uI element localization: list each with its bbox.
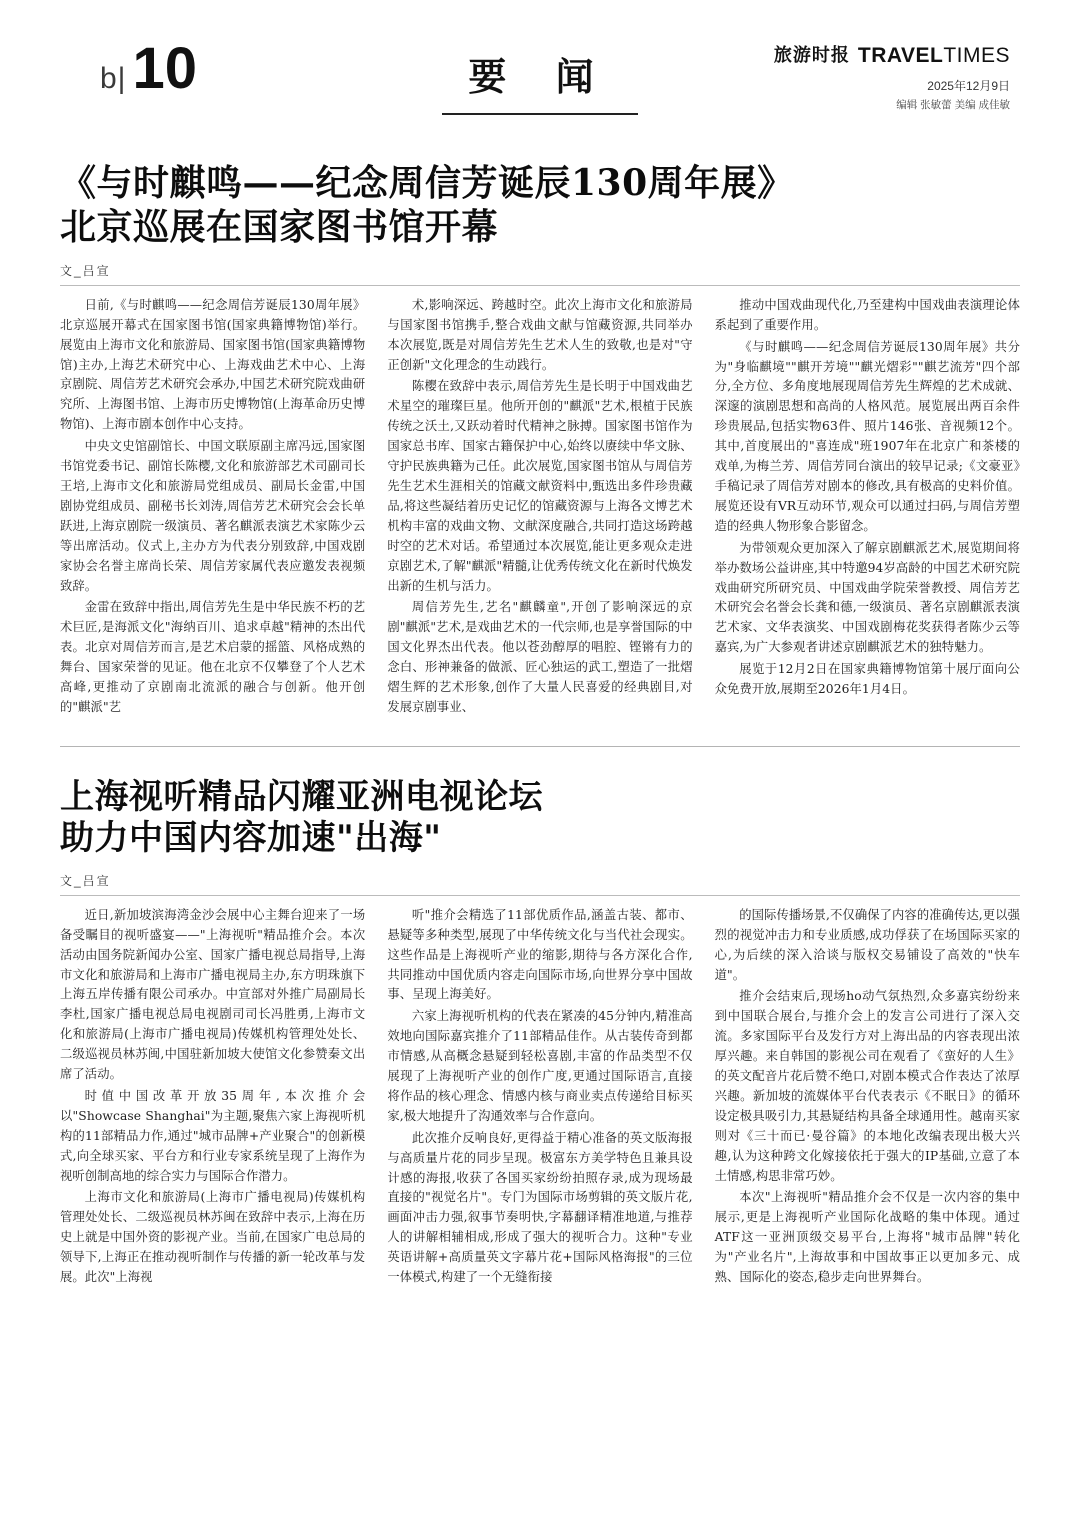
article-2-byline: 文_吕宣 — [60, 873, 111, 888]
article-1-byline: 文_吕宣 — [60, 263, 111, 278]
article-1-headline — [60, 162, 1020, 250]
brand-en-bold: TRAVEL — [857, 44, 944, 67]
editor-credits: 编辑 张敏蕾 美编 成佳敏 — [896, 98, 1010, 111]
paragraph: 为带领观众更加深入了解京剧麒派艺术,展览期间将举办数场公益讲座,其中特邀94岁高龄的中国艺术研究院戏曲研究所研究员、中国戏曲学院荣誉教授、周信芳艺术研究会名誉会长龚和德,一级演员、著名京剧麒派表演艺术家、文华表演奖、中国戏剧梅花奖获得者陈少云等嘉宾,为广大参观者讲述京剧麒派艺术的独特魅力。 — [714, 540, 1020, 655]
brand-name-en — [858, 40, 1010, 72]
section-title: 要 闻 — [468, 54, 612, 99]
article-1-byline-rule — [60, 285, 1020, 286]
article-1-headline-line1: 《与时麒鸣——纪念周信芳诞辰130周年展》 — [60, 162, 794, 204]
article-1-column-2 — [387, 296, 692, 720]
article-2-byline-rule — [60, 895, 1020, 896]
page-folio — [60, 36, 197, 101]
article-1 — [60, 162, 1020, 720]
article-2-column-2 — [387, 906, 692, 1290]
brand-name-cn: 旅游时报 — [773, 45, 850, 67]
article-2-column-1 — [60, 906, 365, 1290]
paragraph: 上海市文化和旅游局(上海市广播电视局)传媒机构管理处处长、二级巡视员林苏闽在致辞中表示,上海在历史上就是中国外资的影视产业。当前,在国家广电总局的领导下,上海正在推动视听制作与传播的新一轮改革与发展。此次"上海视 — [60, 1190, 366, 1285]
issue-date: 2025年12月9日 — [927, 78, 1010, 93]
article-2-headline-line2: 助力中国内容加速"出海" — [60, 818, 442, 859]
paragraph: 的国际传播场景,不仅确保了内容的准确传达,更以强烈的视觉冲击力和专业质感,成功俘获了在场国际买家的心,为后续的深入洽谈与版权交易铺设了高效的"快车道"。 — [714, 907, 1020, 982]
article-2-headline-line1: 上海视听精品闪耀亚洲电视论坛 — [60, 776, 543, 817]
article-1-headline-line2: 北京巡展在国家图书馆开幕 — [60, 205, 499, 248]
paragraph: 中央文史馆副馆长、中国文联原副主席冯远,国家图书馆党委书记、副馆长陈樱,文化和旅游部艺术司副司长王培,上海市文化和旅游局党组成员、副局长金雷,中国剧协党组成员、副秘书长刘涛,周信芳艺术研究会会长单跃进,上海京剧院一级演员、著名麒派表演艺术家陈少云等出席活动。仪式上,主办方为代表分别致辞,中国戏剧家协会名誉主席尚长荣、周信芳家属代表应邀发表视频致辞。 — [60, 439, 366, 593]
paragraph: 日前,《与时麒鸣——纪念周信芳诞辰130周年展》北京巡展开幕式在国家图书馆(国家典籍博物馆)举行。展览由上海市文化和旅游局、国家图书馆(国家典籍博物馆)主办,上海艺术研究中心、上海戏曲艺术中心、上海京剧院、周信芳艺术研究会承办,中国艺术研究院戏曲研究所、上海图书馆、上海市历史博物馆(上海革命历史博物馆)、上海市剧本创作中心支持。 — [60, 297, 366, 432]
section-rule — [442, 113, 638, 115]
paragraph: 听"推介会精选了11部优质作品,涵盖古装、都市、悬疑等多种类型,展现了中华传统文化与当代社会现实。这些作品是上海视听产业的缩影,期待与各方深化合作,共同推动中国优质内容走向国际市场,向世界分享中国故事、呈现上海美好。 — [387, 907, 693, 1002]
brand-en-light: TIMES — [943, 44, 1010, 67]
masthead — [60, 36, 1020, 132]
folio-prefix: b| — [100, 62, 127, 95]
article-1-column-3 — [715, 296, 1020, 720]
paragraph: 展览于12月2日在国家典籍博物馆第十展厅面向公众免费开放,展期至2026年1月4日。 — [714, 662, 1020, 697]
article-2-column-3 — [715, 906, 1020, 1290]
paragraph: 推动中国戏曲现代化,乃至建构中国戏曲表演理论体系起到了重要作用。 — [714, 297, 1020, 332]
paragraph: 本次"上海视听"精品推介会不仅是一次内容的集中展示,更是上海视听产业国际化战略的集中体现。通过ATF这一亚洲顶级交易平台,上海将"城市品牌"转化为"产业名片",上海故事和中国故事正以更加多元、成熟、国际化的姿态,稳步走向世界舞台。 — [714, 1190, 1020, 1285]
paragraph: 周信芳先生,艺名"麒麟童",开创了影响深远的京剧"麒派"艺术,是戏曲艺术的一代宗师,也是享誉国际的中国文化界杰出代表。他以苍劲醇厚的唱腔、铿锵有力的念白、形神兼备的做派、匠心独运的武工,塑造了一批熠熠生辉的艺术形象,创作了大量人民喜爱的经典剧目,对发展京剧事业、 — [387, 600, 693, 714]
paragraph: 时值中国改革开放35周年,本次推介会以"Showcase Shanghai"为主题,聚焦六家上海视听机构的11部精品力作,通过"城市品牌+产业聚合"的创新模式,向全球买家、平台方和行业专家系统呈现了上海作为视听创制高地的综合实力与国际合作潜力。 — [60, 1088, 366, 1183]
paragraph: 近日,新加坡滨海湾金沙会展中心主舞台迎来了一场备受瞩目的视听盛宴——"上海视听"精品推介会。本次活动由国务院新闻办公室、国家广播电视总局指导,上海市文化和旅游局和上海市广播电视局主办,东方明珠旗下上海五岸传播有限公司承办。中宣部对外推广局副局长李杜,国家广播电视总局电视剧司司长冯胜勇,上海市文化和旅游局(上海市广播电视局)传媒机构管理处处长、二级巡视员林苏闽,中国驻新加坡大使馆文化参赞秦文出席了活动。 — [60, 907, 366, 1082]
article-2-columns — [60, 906, 1020, 1290]
folio-number: 10 — [132, 36, 197, 101]
paragraph: 此次推介反响良好,更得益于精心准备的英文版海报与高质量片花的同步呈现。极富东方美学特色且兼具设计感的海报,收获了各国买家纷纷拍照存录,成为现场最直接的"视觉名片"。专门为国际市场剪辑的英文版片花,画面冲击力强,叙事节奏明快,字幕翻译精准地道,与推荐人的讲解相辅相成,形成了强大的视听合力。这种"专业英语讲解+高质量英文字幕片花+国际风格海报"的三位一体模式,构建了一个无缝衔接 — [387, 1130, 693, 1285]
paragraph: 推介会结束后,现场ho动气氛热烈,众多嘉宾纷纷来到中国联合展台,与推介会上的发言公司进行了深入交流。多家国际平台及发行方对上海出品的内容表现出浓厚兴趣。来自韩国的影视公司在观看了《蛮好的人生》的英文配音片花后赞不绝口,对剧本模式合作表达了浓厚兴趣。新加坡的流媒体平台代表表示《不眠日》的循环设定极具吸引力,其悬疑结构具备全球通用性。越南买家则对《三十而已·曼谷篇》的本地化改编表现出极大兴趣,认为这种跨文化嫁接依托于强大的IP基础,立意了本土情感,构思非常巧妙。 — [714, 989, 1020, 1183]
paragraph: 《与时麒鸣——纪念周信芳诞辰130周年展》共分为"身临麒境""麒开芳境""麒光熠彩""麒艺流芳"四个部分,全方位、多角度地展现周信芳先生辉煌的艺术成就、深邃的演剧思想和高尚的人格风范。展览展出两百余件珍贵展品,包括实物63件、照片146张、音视频12个。其中,首度展出的"喜连成"班1907年在北京广和茶楼的戏单,为梅兰芳、周信芳同台演出的较早记录;《文豪亚》手稿记录了周信芳对剧本的修改,具有极高的史料价值。展览还设有VR互动环节,观众可以通过扫码,与周信芳塑造的经典人物形象合影留念。 — [714, 339, 1020, 533]
paragraph: 陈樱在致辞中表示,周信芳先生是长明于中国戏曲艺术星空的璀璨巨星。他所开创的"麒派"艺术,根植于民族传统之沃土,又跃动着时代精神之脉搏。国家图书馆作为国家总书库、国家古籍保护中心,始终以赓续中华文脉、守护民族典籍为己任。此次展览,国家图书馆从与周信芳先生艺术生涯相关的馆藏文献资料中,甄选出多件珍贵藏品,将这些凝结着历史记忆的馆藏资源与上海各文博艺术机构丰富的戏曲文物、文献深度融合,共同打造这场跨越时空的艺术对话。希望通过本次展览,能让更多观众走进京剧艺术,了解"麒派"精髓,让优秀传统文化在新时代焕发出新的生机与活力。 — [387, 379, 693, 593]
brand-row — [774, 40, 1010, 72]
brand-block — [774, 40, 1020, 113]
article-1-column-1 — [60, 296, 365, 720]
paragraph: 术,影响深远、跨越时空。此次上海市文化和旅游局与国家图书馆携手,整合戏曲文献与馆藏资源,共同举办本次展览,既是对周信芳先生艺术人生的致敬,也是对"守正创新"文化理念的生动践行。 — [387, 297, 693, 372]
paragraph: 六家上海视听机构的代表在紧凑的45分钟内,精准高效地向国际嘉宾推介了11部精品佳作。从古装传奇到都市情感,从高概念悬疑到轻松喜剧,丰富的作品类型不仅展现了上海视听产业的创作广度,更通过国际语言,直接将作品的核心理念、情感内核与商业卖点传递给目标买家,极大地提升了沟通效率与合作意向。 — [387, 1009, 693, 1123]
article-1-columns — [60, 296, 1020, 720]
article-2-headline — [60, 777, 1020, 860]
article-2 — [60, 777, 1020, 1290]
paragraph: 金雷在致辞中指出,周信芳先生是中华民族不朽的艺术巨匠,是海派文化"海纳百川、追求卓越"精神的杰出代表。北京对周信芳而言,是艺术启蒙的摇篮、风格成熟的舞台、国家荣誉的见证。他在北京不仅攀登了个人艺术高峰,更推动了京剧南北流派的融合与创新。他开创的"麒派"艺 — [60, 600, 366, 714]
article-divider — [60, 746, 1020, 747]
